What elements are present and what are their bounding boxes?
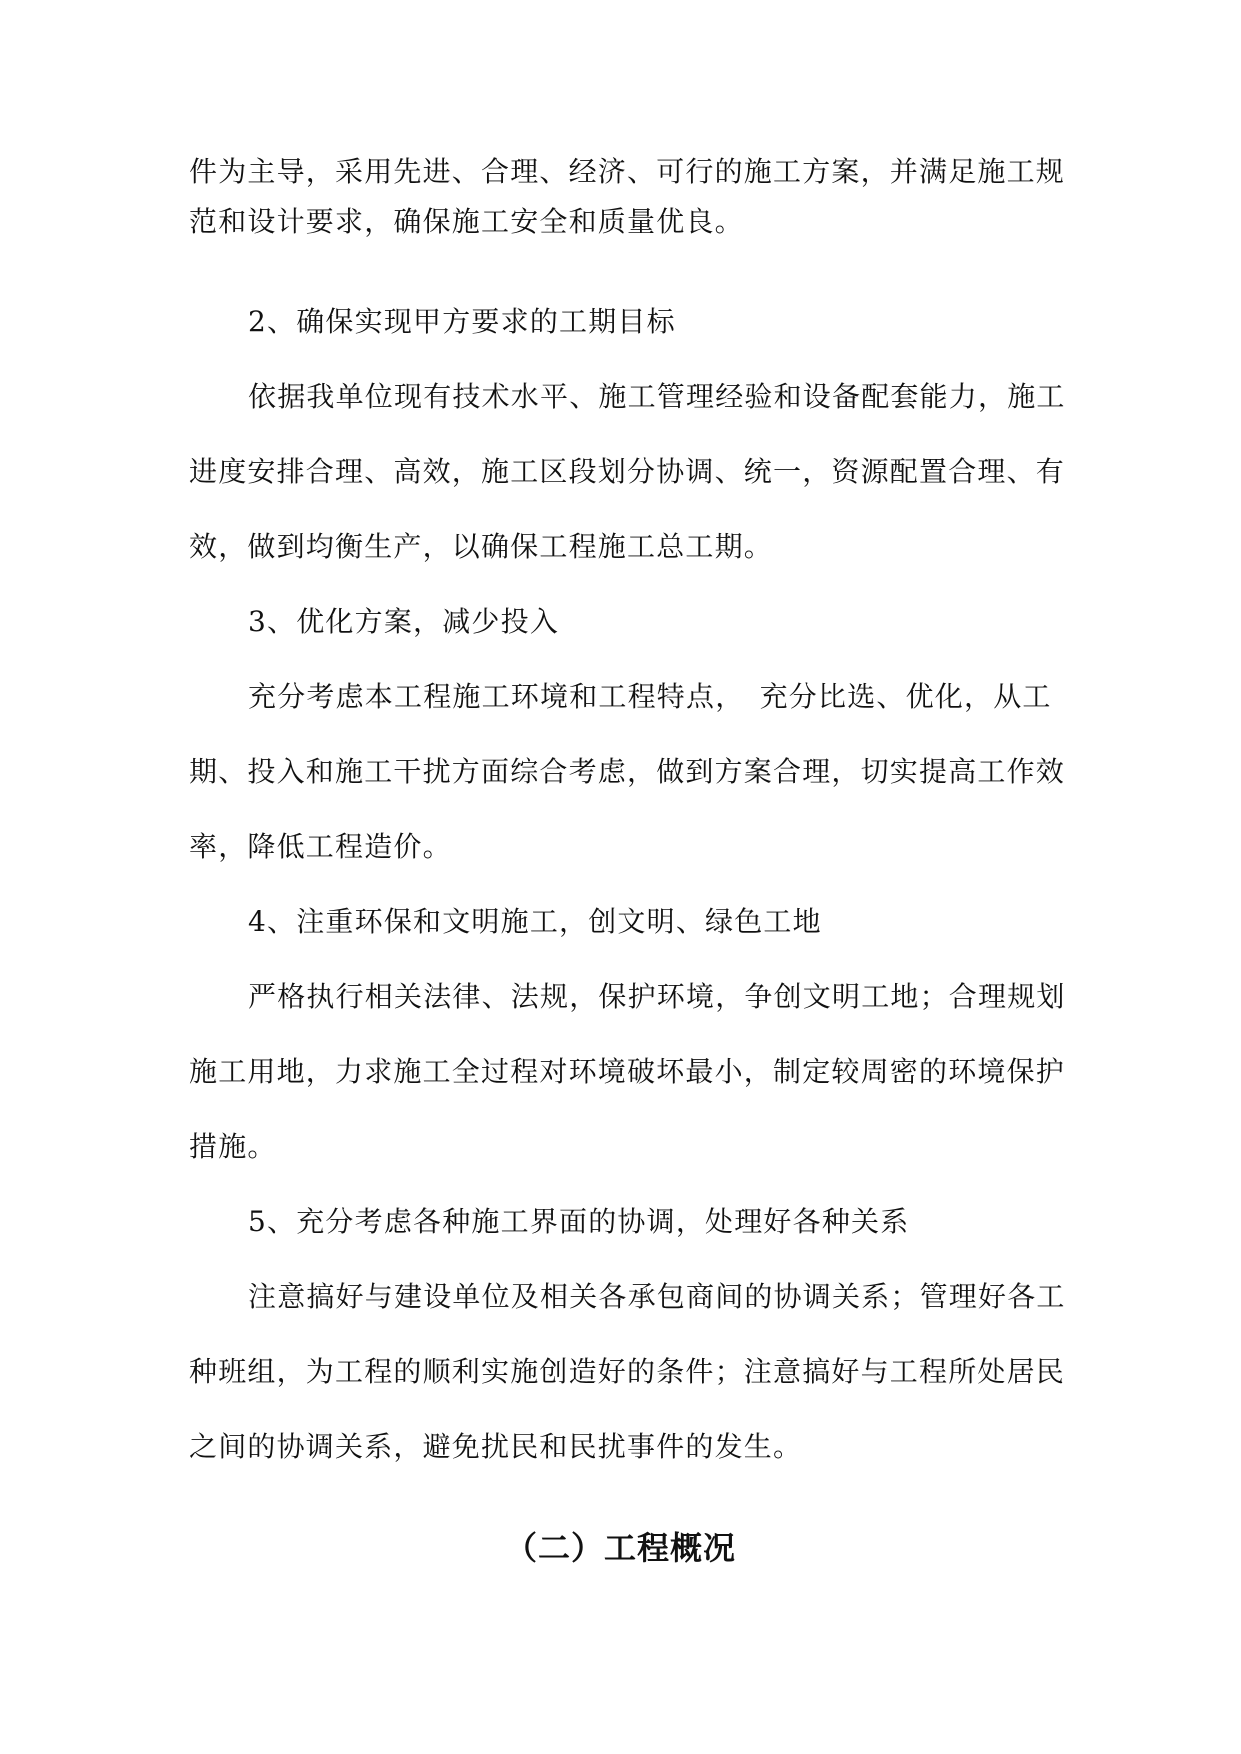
body-text-line: 措施。 — [189, 1130, 277, 1163]
body-text-line: 注意搞好与建设单位及相关各承包商间的协调关系；管理好各工 — [248, 1280, 1066, 1313]
body-text-line: 件为主导，采用先进、合理、经济、可行的施工方案，并满足施工规 — [189, 155, 1066, 188]
body-text-line: 期、投入和施工干扰方面综合考虑，做到方案合理，切实提高工作效 — [189, 755, 1066, 788]
body-text-line: 严格执行相关法律、法规，保护环境，争创文明工地；合理规划 — [248, 980, 1066, 1013]
body-text-line: 施工用地，力求施工全过程对环境破坏最小，制定较周密的环境保护 — [189, 1055, 1066, 1088]
body-text-line: 范和设计要求，确保施工安全和质量优良。 — [189, 205, 744, 238]
item-heading: 2、确保实现甲方要求的工期目标 — [248, 305, 676, 338]
section-heading: （二）工程概况 — [504, 1529, 736, 1567]
item-heading: 3、优化方案，减少投入 — [248, 605, 560, 638]
body-text-line: 充分考虑本工程施工环境和工程特点， 充分比选、优化，从工 — [248, 680, 1052, 713]
body-text-line: 依据我单位现有技术水平、施工管理经验和设备配套能力，施工 — [248, 380, 1066, 413]
body-text-line: 种班组，为工程的顺利实施创造好的条件；注意搞好与工程所处居民 — [189, 1355, 1066, 1388]
item-heading: 5、充分考虑各种施工界面的协调，处理好各种关系 — [248, 1205, 910, 1238]
body-text-line: 效，做到均衡生产，以确保工程施工总工期。 — [189, 530, 774, 563]
body-text-line: 进度安排合理、高效，施工区段划分协调、统一，资源配置合理、有 — [189, 455, 1066, 488]
body-text-line: 率，降低工程造价。 — [189, 830, 452, 863]
body-text-line: 之间的协调关系，避免扰民和民扰事件的发生。 — [189, 1430, 803, 1463]
item-heading: 4、注重环保和文明施工，创文明、绿色工地 — [248, 905, 822, 938]
